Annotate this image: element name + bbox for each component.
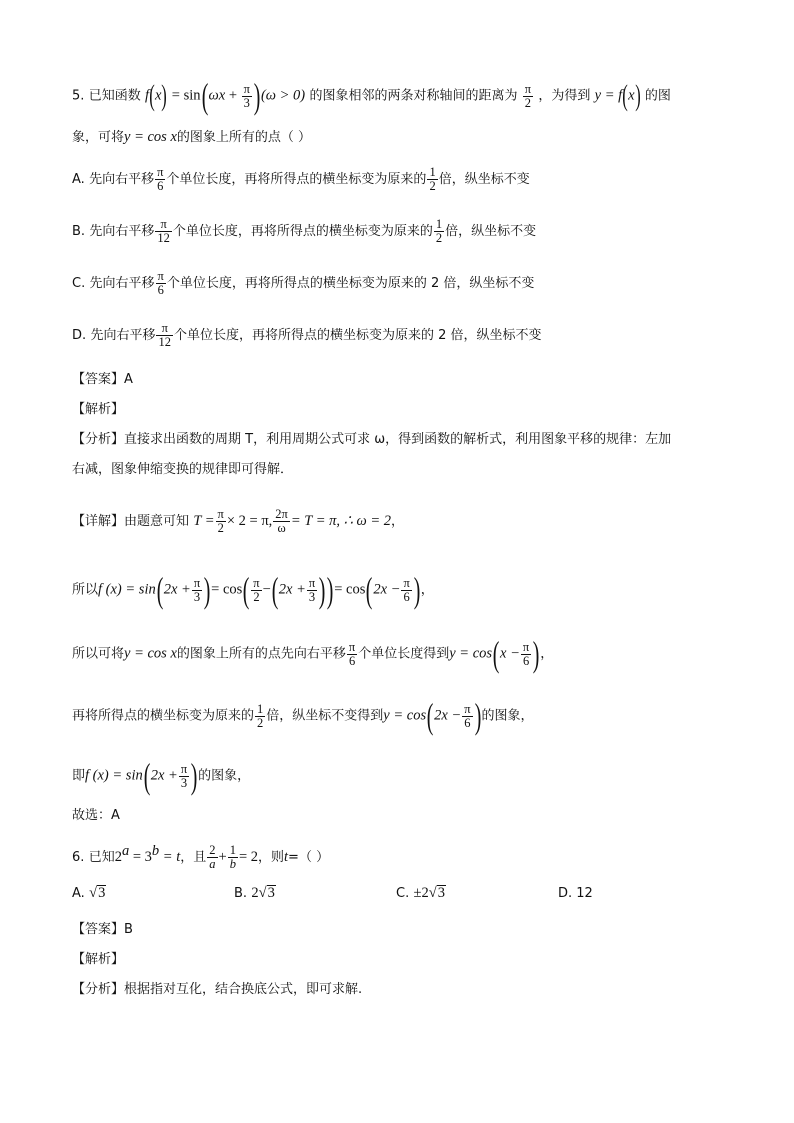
select-5: 故选：A bbox=[72, 808, 120, 823]
analysis-5-line2: 右减，图象伸缩变换的规律即可得解． bbox=[72, 462, 294, 477]
answer-5: 【答案】A bbox=[72, 372, 133, 387]
option-d: D. 先向右平移 $\frac{\pi}{12}$ 个单位长度，再将所得点的横坐标变为原来的 2 倍，纵坐标不变 bbox=[72, 321, 542, 349]
analysis-6-line1: 【分析】根据指对互化，结合换底公式，即可求解. bbox=[72, 982, 363, 997]
math-ycosx: y = cos x bbox=[124, 129, 177, 145]
math-sin: sin bbox=[183, 87, 201, 104]
math-condition: (ω > 0) bbox=[260, 87, 306, 104]
answer-6: 【答案】B bbox=[72, 922, 133, 937]
q6-option-d: D. 12 bbox=[558, 886, 593, 901]
detail-line2: 所以f (x) = sin(2x + $\frac{\pi}{3}$ )= cos( $\frac{\pi}{2}$ −(2x + $\frac{\pi}{3}$ ))= cos(2x − $\frac{\pi}{6}$ )， bbox=[72, 570, 434, 610]
question-number: 5. bbox=[72, 88, 85, 104]
fraction-pi-3: $\frac{\pi}{3}$ bbox=[243, 81, 250, 110]
detail-line1: 【详解】由题意可知 T = $\frac{\pi}{2}$ × 2 = π, $\frac{2\pi}{\omega}$ = T = π, ∴ ω = 2， bbox=[72, 507, 405, 535]
q5-text: ，为得到 bbox=[538, 88, 591, 104]
detail-line5: 即f (x) = sin(2x + $\frac{\pi}{3}$ )的图象， bbox=[72, 756, 251, 796]
q5-text: 已知函数 bbox=[88, 88, 141, 104]
q5-line2: 象，可将y = cos x的图象上所有的点（ ） bbox=[72, 129, 312, 145]
q5-text: 的图象相邻的两条对称轴间的距离为 bbox=[309, 88, 518, 104]
option-a: A. 先向右平移 $\frac{\pi}{6}$ 个单位长度，再将所得点的横坐标变为原来的 $\frac{1}{2}$ 倍，纵坐标不变 bbox=[72, 165, 530, 193]
detail-line4: 再将所得点的横坐标变为原来的 $\frac{1}{2}$ 倍，纵坐标不变得到y = cos(2x − $\frac{\pi}{6}$ )的图象， bbox=[72, 696, 534, 736]
q6-option-c: C. ±2√3 bbox=[396, 885, 445, 901]
question-number: 6. bbox=[72, 849, 85, 865]
analysis-tag-5: 【解析】 bbox=[72, 402, 125, 417]
math-fx: f bbox=[145, 87, 150, 104]
q6-line1: 6. 已知$2^a = 3^b = t$，且 $\frac{2}{a}$ + $\frac{1}{b}$ = 2，则t=（ ） bbox=[72, 842, 330, 871]
detail-line3: 所以可将y = cos x的图象上所有的点先向右平移 $\frac{\pi}{6}$ 个单位长度得到y = cos(x − $\frac{\pi}{6}$ )， bbox=[72, 634, 554, 674]
option-b: B. 先向右平移 $\frac{\pi}{12}$ 个单位长度，再将所得点的横坐标变为原来的 $\frac{1}{2}$ 倍，纵坐标不变 bbox=[72, 217, 537, 245]
fraction-pi-2: $\frac{\pi}{2}$ bbox=[524, 81, 532, 110]
q6-option-a: A. √3 bbox=[72, 885, 106, 901]
analysis-tag-6: 【解析】 bbox=[72, 952, 125, 967]
option-c: C. 先向右平移 $\frac{\pi}{6}$ 个单位长度，再将所得点的横坐标变为原来的 2 倍，纵坐标不变 bbox=[72, 269, 535, 297]
analysis-5-line1: 【分析】直接求出函数的周期 T，利用周期公式可求 ω，得到函数的解析式，利用图象平移的规律：左加 bbox=[72, 432, 672, 447]
q5-text: 的图 bbox=[644, 88, 671, 104]
q6-option-b: B. 2√3 bbox=[234, 885, 275, 901]
q5-line1: 5. 已知函数 f(x) = sin(ωx + $\frac{\pi}{3}$ )(ω > 0) 的图象相邻的两条对称轴间的距离为 $\frac{\pi}{2}$ ，为得到 y = f(x) 的图 bbox=[72, 76, 671, 116]
